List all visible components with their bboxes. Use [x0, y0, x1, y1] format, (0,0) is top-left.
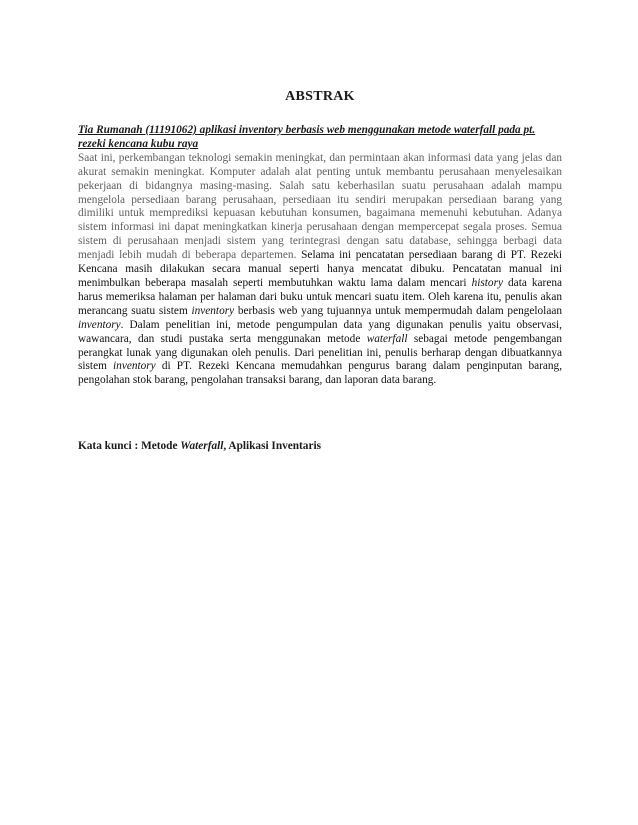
abstract-body: [78, 124, 562, 388]
term-history: history: [471, 276, 503, 289]
keywords-suffix: , Aplikasi Inventaris: [223, 440, 322, 452]
keywords-line: [78, 440, 562, 452]
paragraph-2-part-6: di PT. Rezeki Kencana memudahkan pengurus barang dalam penginputan barang, pengolahan stok barang, pengolahan transaksi barang, dan laporan data barang.: [78, 360, 563, 387]
author-line: Tia Rumanah (11191062) aplikasi inventory berbasis web menggunakan metode waterfall pada pt. rezeki kencana kubu raya: [78, 124, 536, 150]
keywords-prefix: Kata kunci : Metode: [78, 440, 178, 452]
term-inventory-2: inventory: [78, 318, 121, 331]
abstract-paragraph-2: [78, 249, 562, 386]
term-inventory-1: inventory: [191, 304, 235, 317]
keyword-waterfall: Waterfall: [180, 440, 224, 452]
abstract-paragraph-1: Saat ini, perkembangan teknologi semakin meningkat, dan permintaan akan informasi data yang jelas dan akurat semakin meningkat. Komputer adalah alat penting untuk membantu perusahaan menyelesaikan pekerjaan di bidangnya masing-masing. Salah satu keberhasilan suatu perusahaan adalah mampu mengelola persediaan barang perusahaan, persediaan itu sendiri merupakan persediaan barang yang dimiliki untuk memprediksi kepuasan kebutuhan konsumen, bagaimana memenuhi kebutuhan. Adanya sistem informasi ini dapat meningkatkan kinerja perusahaan dengan mempercepat segala proses. Semua sistem di perusahaan menjadi sistem yang terintegrasi dengan satu database, sehingga berbagi data menjadi lebih mudah di beberapa departemen.: [78, 151, 562, 262]
term-waterfall: waterfall: [366, 332, 408, 345]
paragraph-2-part-2: data karena harus memeriksa halaman per halaman dari buku untuk mencari suatu item. Oleh karena itu, penulis akan merancang suatu sistem: [78, 276, 562, 317]
paragraph-2-part-3: berbasis web yang tujuannya untuk mempermudah dalam pengelolaan: [237, 304, 562, 317]
paragraph-2-part-5: sebagai metode pengembangan perangkat lunak yang digunakan oleh penulis. Dari penelitian ini, penulis berharap dengan dibuatkannya sistem: [78, 332, 563, 373]
term-inventory-3: inventory: [113, 360, 156, 373]
page-title: ABSTRAK: [285, 89, 355, 104]
paragraph-2-part-1: Selama ini pencatatan persediaan barang di PT. Rezeki Kencana masih dilakukan secara manual seperti hanya mencatat dibuku. Pencatatan manual ini menimbulkan beberapa masalah seperti membutuhkan waktu lama dalam mencari: [78, 249, 563, 289]
paragraph-2-part-4: . Dalam penelitian ini, metode pengumpulan data yang digunakan penulis yaitu observasi, wawancara, dan studi pustaka serta menggunakan metode: [78, 318, 562, 345]
